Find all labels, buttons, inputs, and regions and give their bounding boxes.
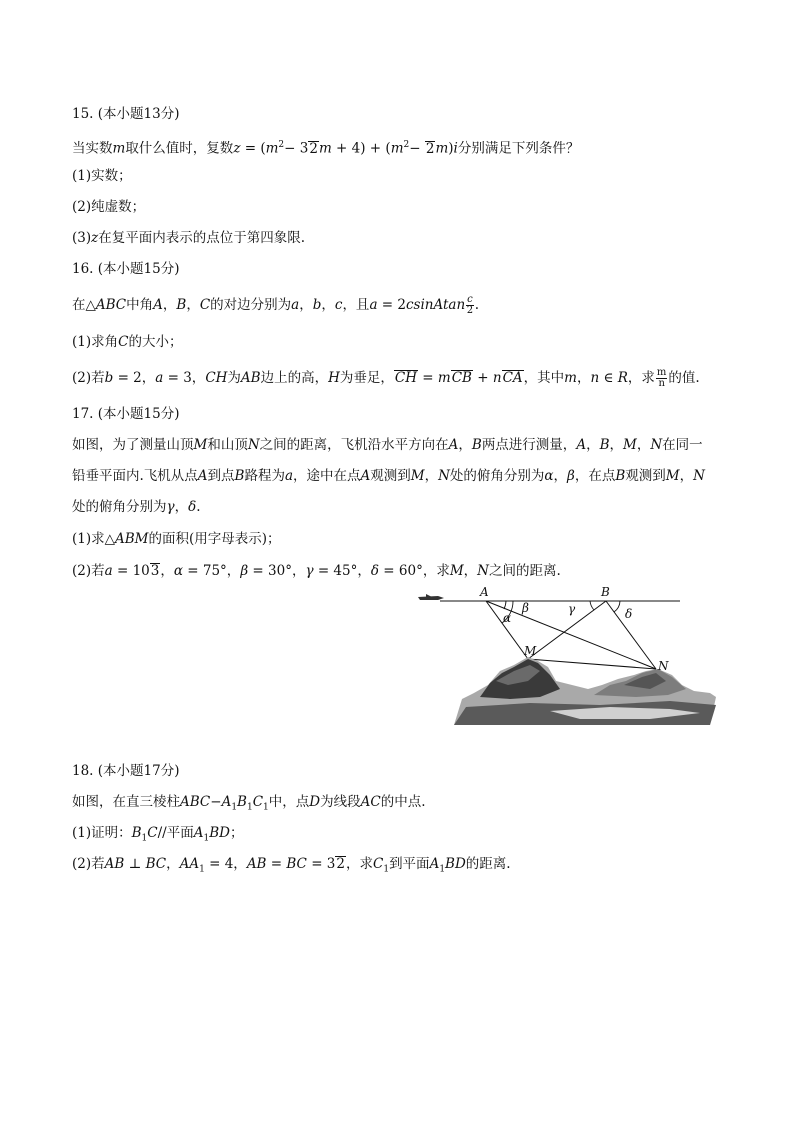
label-alpha: α (503, 611, 512, 625)
q18-stem: 如图，在直三棱柱$ABC-A_1B_1C_1$中，点D为线段AC的中点. (72, 794, 426, 813)
q16-stem: 在△ABC中角A，B，C的对边分别为a，b，c，且a = 2csinAtan $\frac{c}{2}$ . (72, 294, 480, 316)
q17-part2: (2)若a = 103，α = 75°，β = 30°，γ = 45°，δ = 60°，求M，N之间的距离. (72, 563, 561, 579)
airplane-icon (418, 594, 444, 600)
q16-part1: (1)求角C的大小； (72, 334, 183, 350)
mountain-scene (454, 657, 716, 725)
label-beta: β (522, 601, 529, 615)
beta-arc (504, 601, 506, 609)
gamma-arc (590, 601, 594, 610)
q16-part2: (2)若b = 2，a = 3，CH为AB边上的高，H为垂足，CH = mCB + nCA，其中m，n ∈ R，求 $\frac{m}{n}$ 的值. (72, 367, 700, 389)
q17-part1: (1)求△ABM的面积(用字母表示)； (72, 531, 281, 547)
label-m: M (524, 644, 537, 658)
q15-part1: (1)实数； (72, 168, 132, 184)
delta-arc (614, 601, 620, 612)
mountain-measurement-figure (410, 585, 722, 727)
q15-part2: (2)纯虚数； (72, 199, 146, 215)
q16-header: 16. (本小题15分) (72, 261, 180, 277)
label-n: N (658, 659, 669, 673)
q17-stem-line2: 铅垂平面内.飞机从点A到点B路程为a，途中在点A观测到M，N处的俯角分别为α，β，在点B观测到M，N (72, 468, 705, 484)
q18-part2: (2)若AB ⊥ BC，$AA_1 = 4$，AB = BC = 32，求$C_1$到平面$A_1BD$的距离. (72, 856, 511, 875)
label-gamma: γ (568, 602, 576, 616)
q17-stem-line3: 处的俯角分别为γ，δ. (72, 499, 201, 515)
q15-part3: (3)z在复平面内表示的点位于第四象限. (72, 230, 306, 246)
q15-header: 15. (本小题13分) (72, 106, 180, 122)
q17-header: 17. (本小题15分) (72, 406, 180, 422)
q15-stem: 当实数m取什么值时，复数$z = (m^2- 32m + 4) + (m^2- 2m)i$分别满足下列条件？ (72, 140, 580, 157)
label-b: B (601, 585, 610, 599)
label-a: A (480, 585, 489, 599)
q18-part1: (1)证明：$B_1C//$平面$A_1BD$； (72, 825, 244, 844)
label-delta: δ (625, 607, 633, 621)
q17-stem-line1: 如图，为了测量山顶M和山顶N之间的距离，飞机沿水平方向在A，B两点进行测量，A，B，M，N在同一 (72, 437, 703, 453)
q18-header: 18. (本小题17分) (72, 763, 180, 779)
